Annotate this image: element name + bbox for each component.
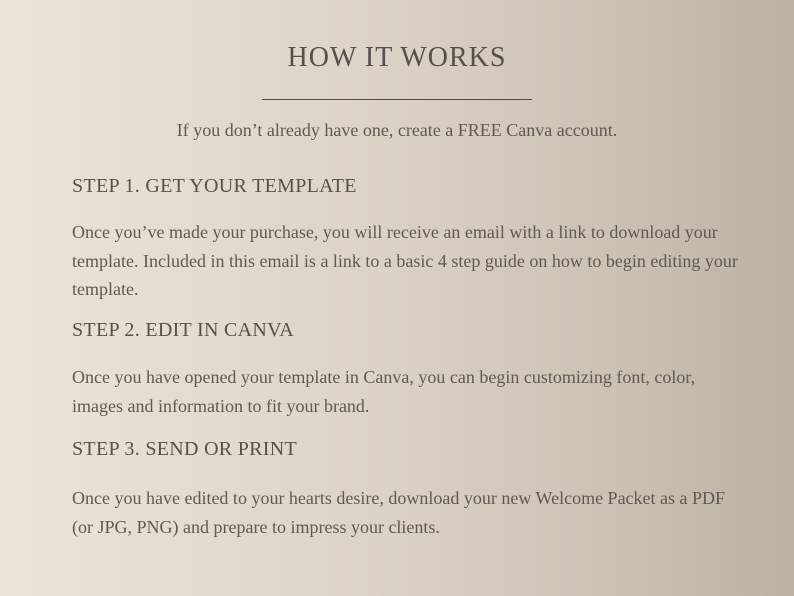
step-1-body: Once you’ve made your purchase, you will receive an email with a link to download your template. Included in this email is a link to a basic 4 step guide on how to begin editing your template. xyxy=(72,222,738,299)
step-2-body: Once you have opened your template in Canva, you can begin customizing font, color, images and information to fit your brand. xyxy=(72,367,696,416)
intro-text: If you don’t already have one, create a FREE Canva account. xyxy=(176,120,618,140)
step-1-heading: STEP 1. GET YOUR TEMPLATE xyxy=(72,175,357,197)
title-underline-divider xyxy=(262,99,532,100)
step-3-body: Once you have edited to your hearts desire, download your new Welcome Packet as a PDF (or JPG, PNG) and prepare to impress your clients. xyxy=(72,488,726,537)
page-title: HOW IT WORKS xyxy=(287,42,507,73)
step-2-heading: STEP 2. EDIT IN CANVA xyxy=(72,319,295,341)
step-3-heading: STEP 3. SEND OR PRINT xyxy=(72,438,298,460)
